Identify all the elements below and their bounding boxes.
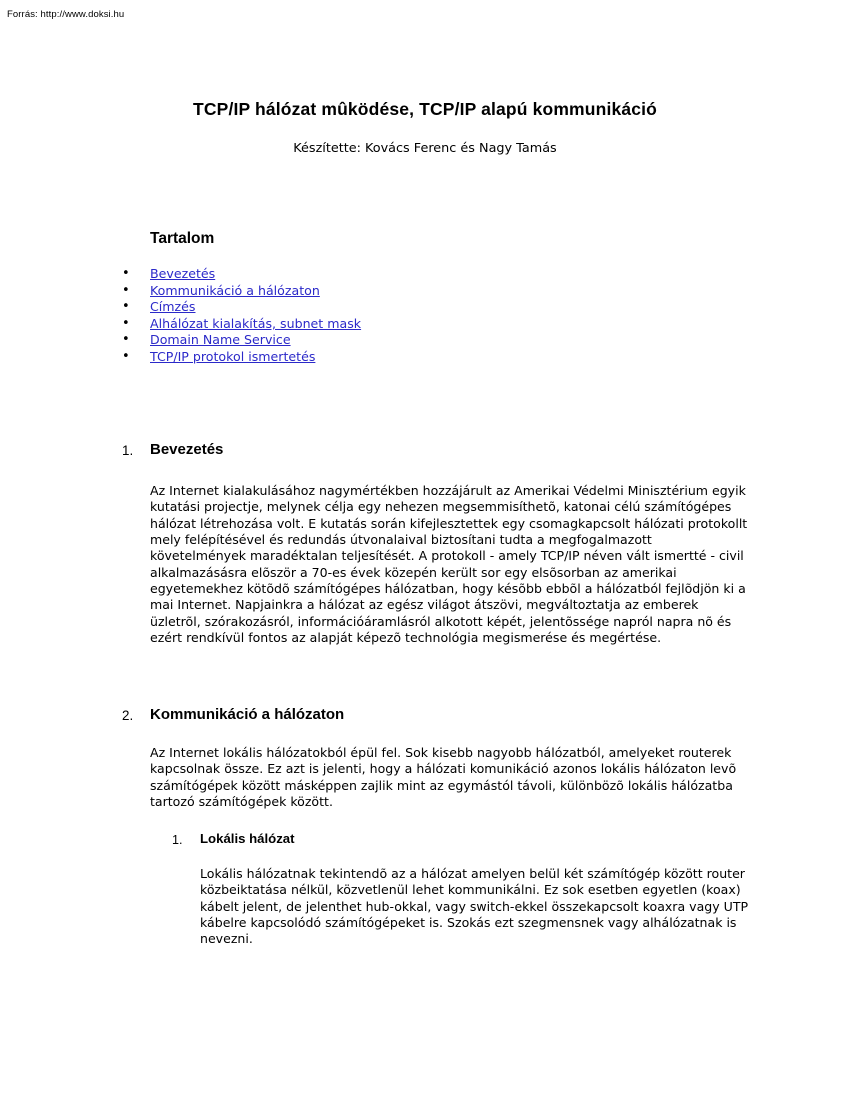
subsection-paragraph-lokalis-halozat: Lokális hálózatnak tekintendõ az a hálózat amelyen belül két számítógép között router közbeiktatása nélkül, közvetlenül lehet kommunikálni. Ez sok esetben egyetlen (koax) kábelt jelent, de jelenthet hub-okkal, vagy switch-ekkel összekapcsolt koaxra vagy UTP kábelre kapcsolódó számítógépeket is. Szokás ezt szegmensnek vagy alhálózatnak is nevezni. xyxy=(200,866,749,947)
list-item xyxy=(122,332,361,349)
bullet-icon: • xyxy=(122,299,130,315)
bullet-icon: • xyxy=(122,282,130,298)
subsection-heading-lokalis-halozat: Lokális hálózat xyxy=(200,831,295,846)
toc-link-alhalozat-kialakitas-subnet-mask[interactable]: Alhálózat kialakítás, subnet mask xyxy=(150,315,362,331)
table-of-contents-list xyxy=(122,266,362,366)
document-authors: Készítette: Kovács Ferenc és Nagy Tamás xyxy=(293,141,557,156)
bullet-icon: • xyxy=(122,315,130,331)
section-paragraph-bevezetes: Az Internet kialakulásához nagymértékben hozzájárult az Amerikai Védelmi Minisztérium egyik kutatási projectje, melynek célja egy nehezen megsemmisíthetõ, katonai célú számítógépes hálózat létrehozása volt. E kutatás során kifejlesztettek egy csomagkapcsolt hálózati protokollt mely felépítésével és redundás útvonalaival biztosítani tudta a megfogalmazott követelmények maradéktalan teljesítését. A protokoll - amely TCP/IP néven vált ismertté - civil alkalmazásásra elõször a 70-es évek közepén került sor egy elsõsorban az amerikai egyetemekhez kötõdõ számítógépes hálózatban, hogy késõbb ebbõl a hálózatból fejlõdjön ki a mai Internet. Napjainkra a hálózat az egész világot átszövi, megváltoztatja az emberek üzletrõl, szórakozásról, információáramlásról alkotott képét, jelentõssége napról napra nõ és ezért rendkívül fontos az alapját képezõ technológia megismerése és megértése. xyxy=(150,483,748,646)
section-paragraph-kommunikacio: Az Internet lokális hálózatokból épül fel. Sok kisebb nagyobb hálózatból, amelyeket routerek kapcsolnak össze. Ez azt is jelenti, hogy a hálózati komunikáció azonos lokális hálózaton levõ számítógépek között másképpen zajlik mint az egymástól távoli, különbözõ lokális hálózatba tartozó számítógépek között. xyxy=(150,745,737,810)
subsection-number: 1. xyxy=(172,833,183,847)
toc-link-tcp-ip-protokol-ismertetes[interactable]: TCP/IP protokol ismertetés xyxy=(150,348,316,364)
section-heading-kommunikacio: Kommunikáció a hálózaton xyxy=(150,706,345,723)
table-of-contents-heading: Tartalom xyxy=(150,230,215,247)
list-item xyxy=(122,348,361,366)
list-item xyxy=(122,315,362,333)
toc-link-domain-name-service[interactable]: Domain Name Service xyxy=(150,332,291,348)
bullet-icon: • xyxy=(122,348,130,364)
list-item xyxy=(122,299,361,316)
bullet-icon: • xyxy=(122,266,130,281)
toc-link-kommunikacio-a-halozaton[interactable]: Kommunikáció a hálózaton xyxy=(150,282,320,298)
list-item xyxy=(122,266,361,283)
section-heading-bevezetes: Bevezetés xyxy=(150,441,224,458)
bullet-icon: • xyxy=(122,332,130,348)
toc-link-cimzes[interactable]: Címzés xyxy=(150,299,196,315)
section-number: 1. xyxy=(122,443,134,458)
section-number: 2. xyxy=(122,708,134,723)
source-url-header: Forrás: http://www.doksi.hu xyxy=(7,9,125,20)
list-item xyxy=(122,282,361,300)
toc-link-bevezetes[interactable]: Bevezetés xyxy=(150,266,216,281)
page-title: TCP/IP hálózat mûködése, TCP/IP alapú kommunikáció xyxy=(193,99,657,119)
